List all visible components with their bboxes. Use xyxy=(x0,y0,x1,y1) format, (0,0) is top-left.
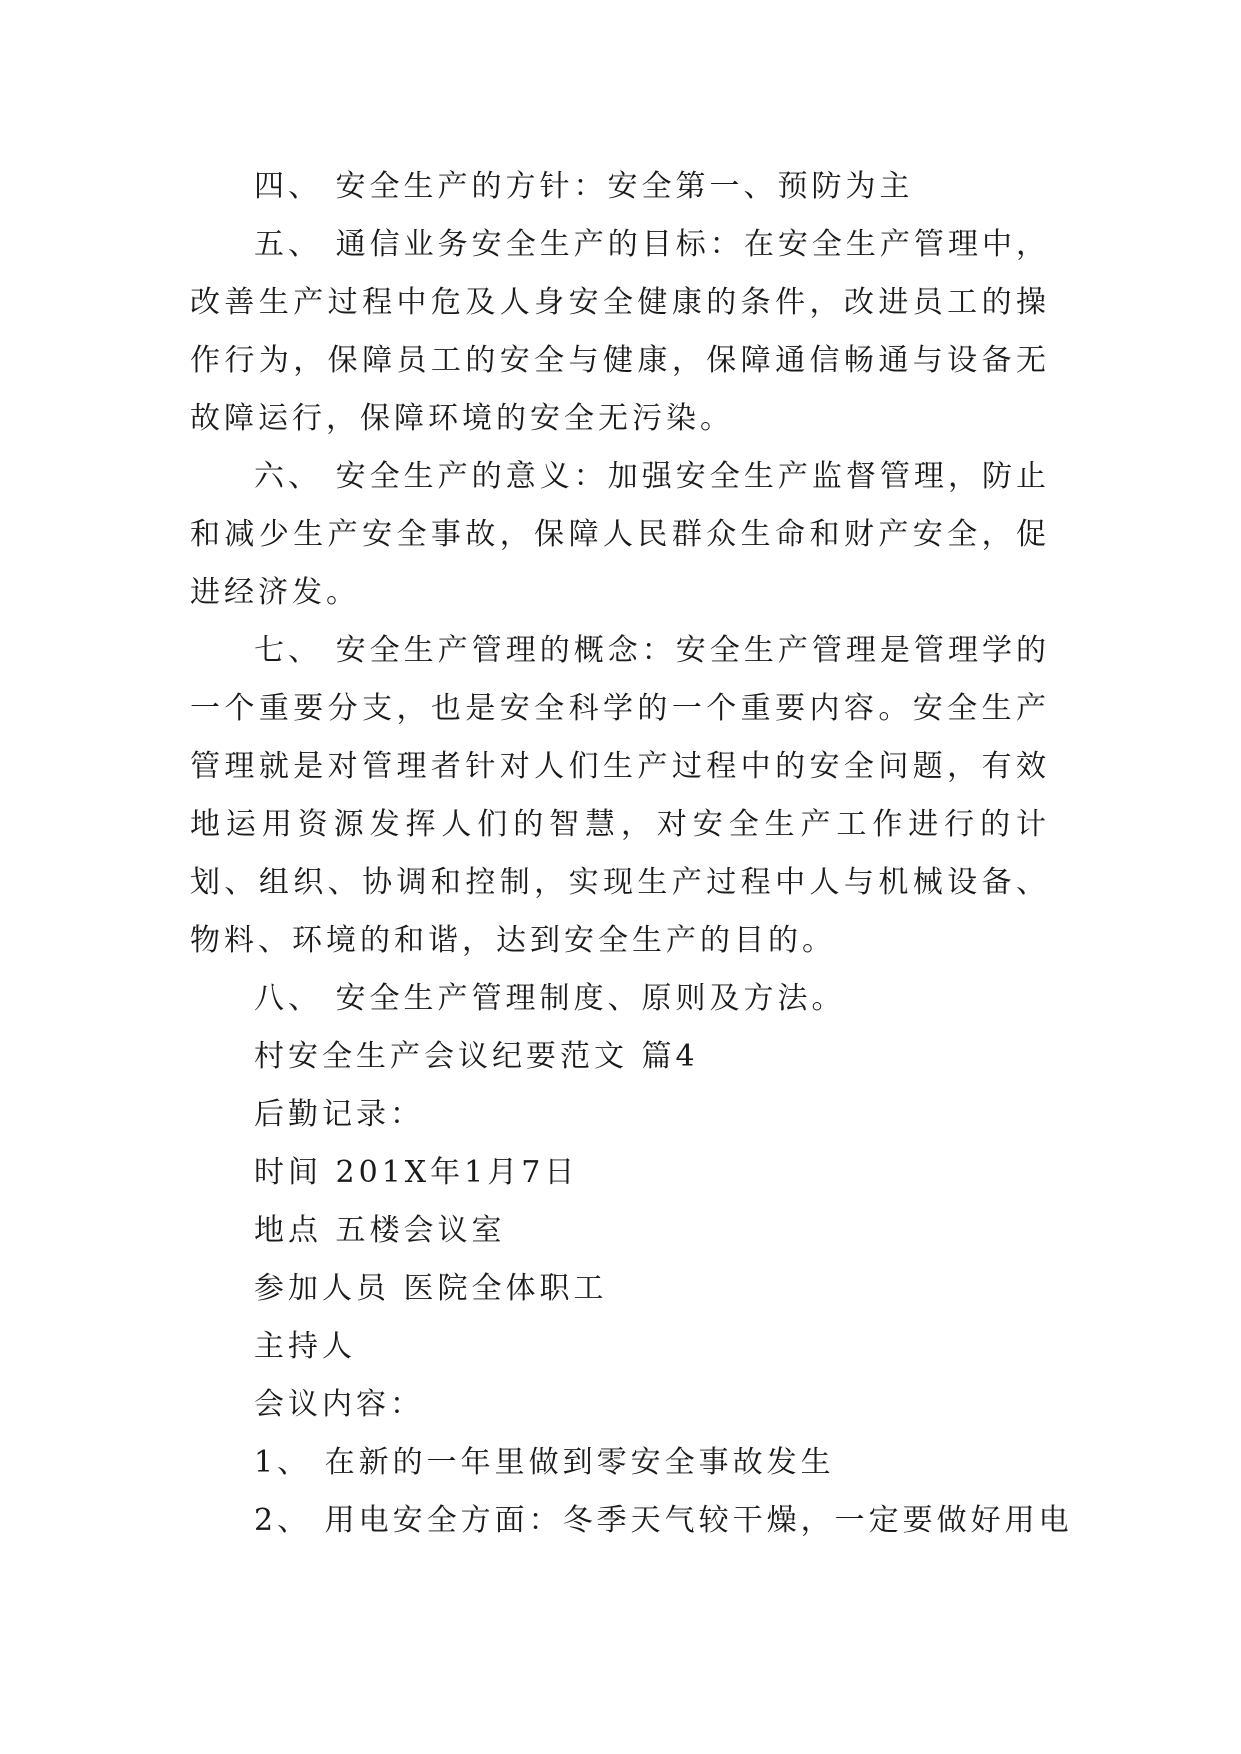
list-item: 2、 用电安全方面：冬季天气较干燥，一定要做好用电 xyxy=(254,1503,1073,1538)
meeting-place: 地点 五楼会议室 xyxy=(254,1213,506,1248)
meeting-host: 主持人 xyxy=(254,1329,356,1364)
meeting-participants: 参加人员 医院全体职工 xyxy=(254,1271,608,1306)
list-item: 1、 在新的一年里做到零安全事故发生 xyxy=(254,1445,835,1480)
paragraph-system: 八、 安全生产管理制度、原则及方法。 xyxy=(254,981,846,1016)
paragraph-significance: 六、 安全生产的意义：加强安全生产监督管理，防止和减少生产安全事故，保障人民群众生命和财产安全，促进经济发。 xyxy=(190,459,1050,610)
document-body xyxy=(190,158,1073,1550)
record-label: 后勤记录： xyxy=(254,1097,424,1132)
section-title: 村安全生产会议纪要范文 篇4 xyxy=(254,1039,699,1074)
paragraph-policy: 四、 安全生产的方针：安全第一、预防为主 xyxy=(254,169,914,204)
paragraph-goal: 五、 通信业务安全生产的目标：在安全生产管理中，改善生产过程中危及人身安全健康的条件，改进员工的操作行为，保障员工的安全与健康，保障通信畅通与设备无故障运行，保障环境的安全无污染。 xyxy=(190,227,1050,436)
meeting-time: 时间 201X年1月7日 xyxy=(254,1155,579,1190)
meeting-content-label: 会议内容： xyxy=(254,1387,424,1422)
paragraph-concept: 七、 安全生产管理的概念：安全生产管理是管理学的一个重要分支，也是安全科学的一个重要内容。安全生产管理就是对管理者针对人们生产过程中的安全问题，有效地运用资源发挥人们的智慧，对安全生产工作进行的计划、组织、协调和控制，实现生产过程中人与机械设备、物料、环境的和谐，达到安全生产的目的。 xyxy=(190,633,1050,958)
